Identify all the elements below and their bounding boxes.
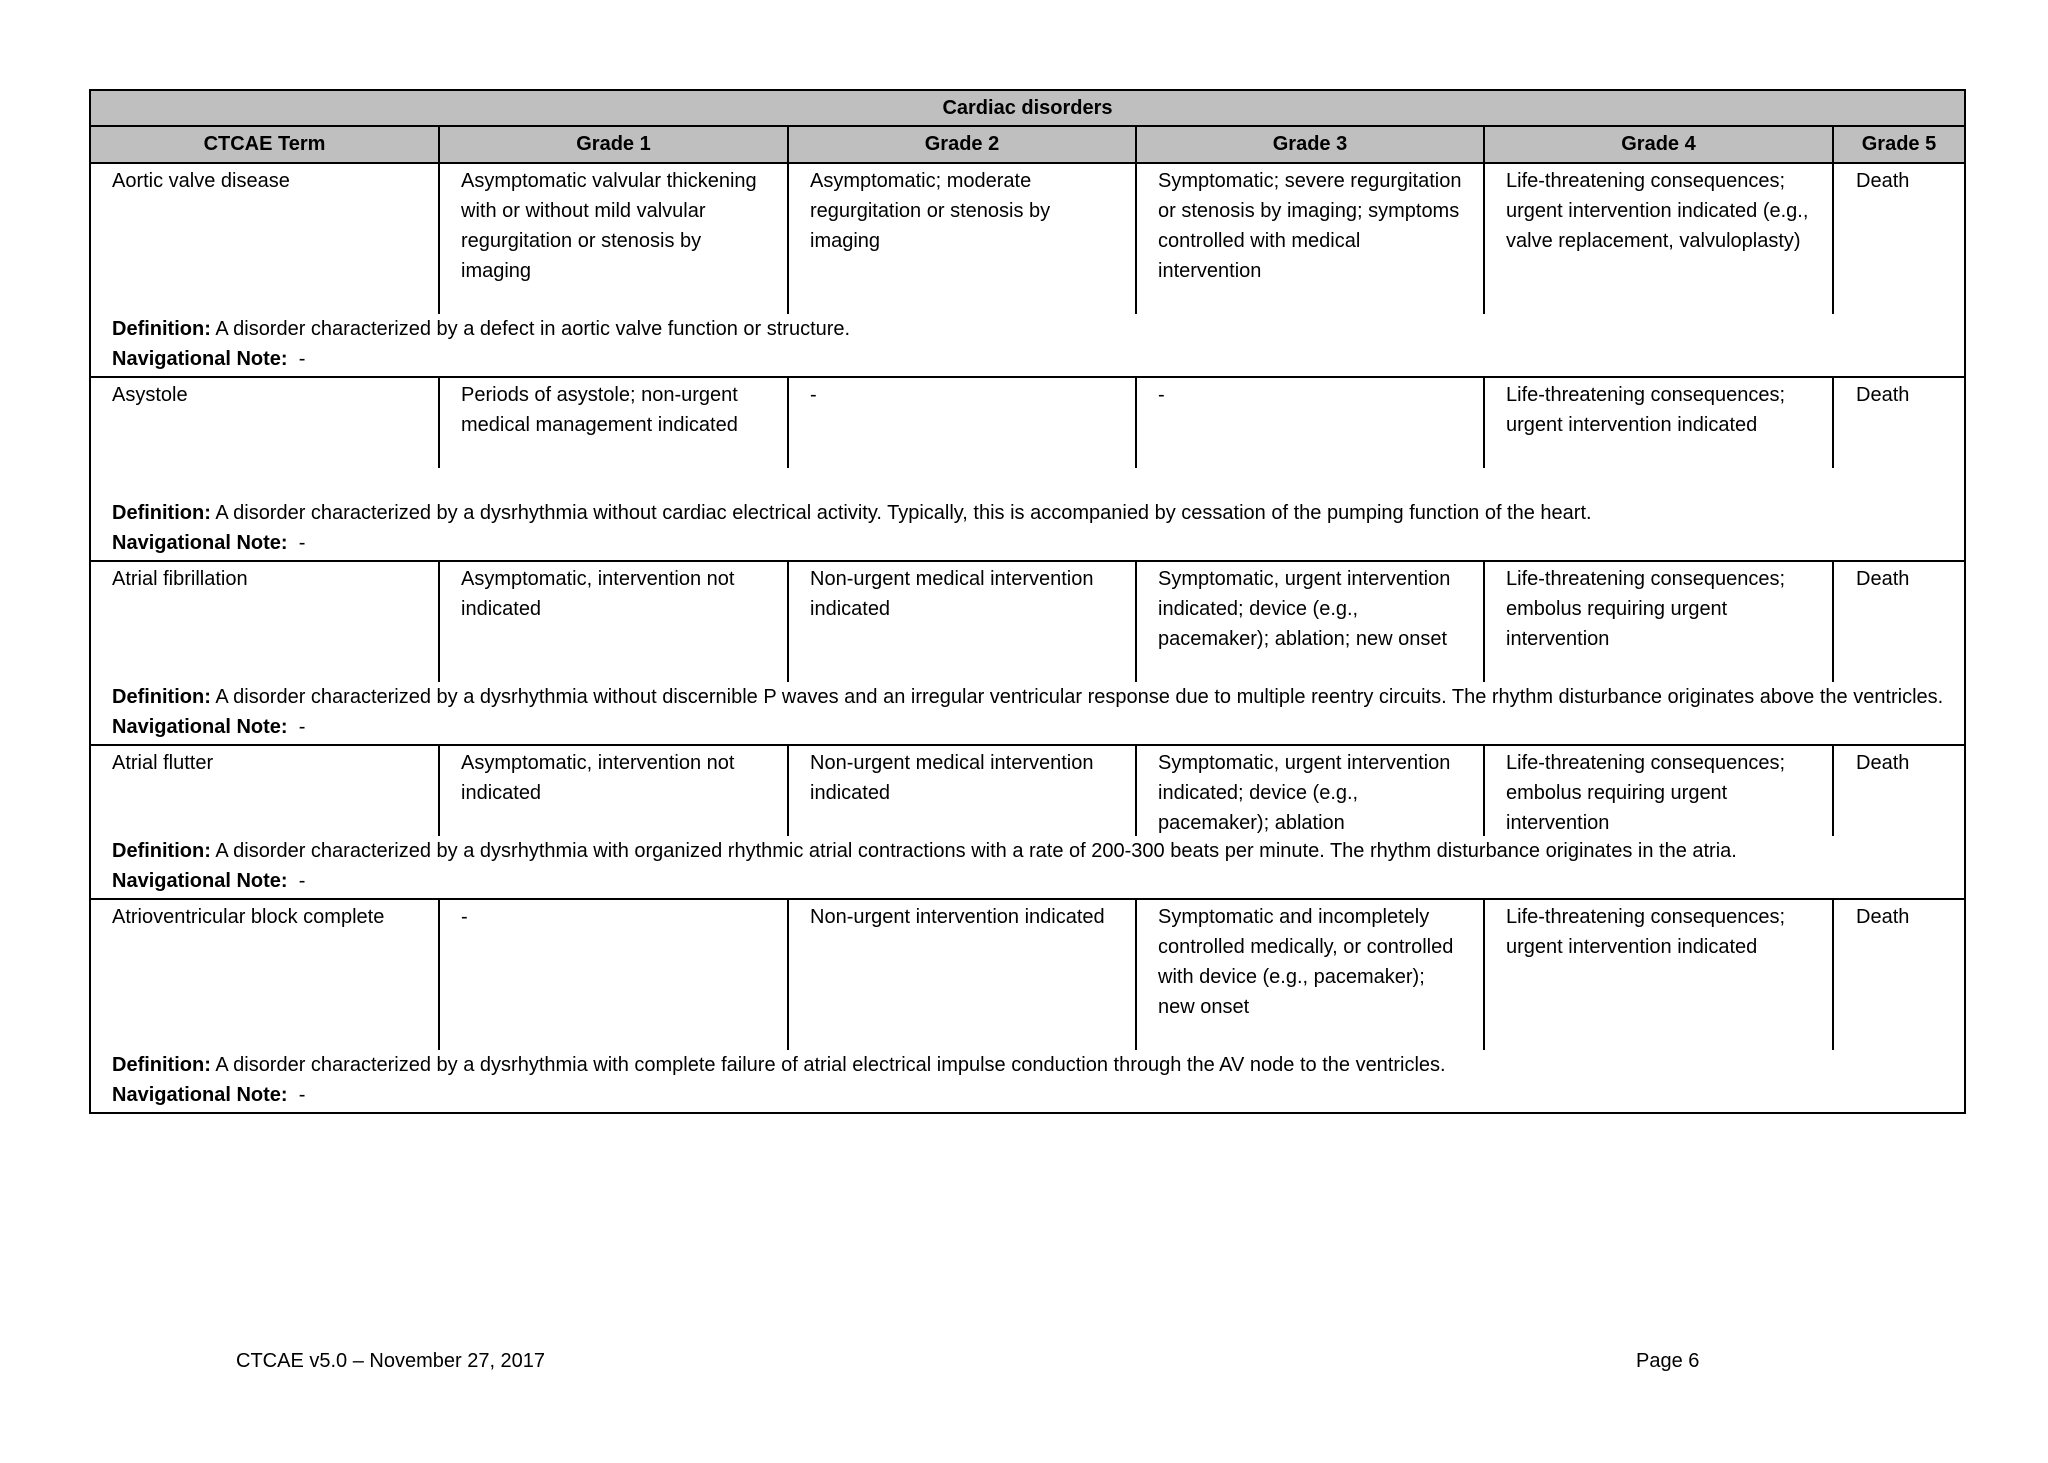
grade-2-cell: Non-urgent medical intervention indicated bbox=[789, 746, 1137, 836]
navigational-note-line bbox=[112, 528, 1944, 560]
definition-block bbox=[91, 1050, 1964, 1112]
term-cell: Asystole bbox=[91, 378, 440, 468]
navigational-note-line bbox=[112, 344, 1944, 376]
term-cell: Atrioventricular block complete bbox=[91, 900, 440, 1050]
grade-3-cell: Symptomatic and incompletely controlled medically, or controlled with device (e.g., pacemaker); new onset bbox=[1137, 900, 1485, 1050]
definition-line bbox=[112, 1050, 1944, 1080]
grade-5-cell: Death bbox=[1856, 752, 1910, 774]
definition-line bbox=[112, 682, 1944, 712]
header-ctcae-term: CTCAE Term bbox=[91, 127, 440, 162]
definition-block bbox=[91, 468, 1964, 560]
definition-label: Definition: bbox=[112, 318, 211, 340]
definition-line bbox=[112, 314, 1944, 344]
navigational-note-line bbox=[112, 712, 1944, 744]
grade-2-cell: Asymptomatic; moderate regurgitation or stenosis by imaging bbox=[789, 164, 1137, 314]
navigational-note-label: Navigational Note: bbox=[112, 1084, 288, 1106]
grade-row bbox=[91, 900, 1964, 1050]
term-cell: Aortic valve disease bbox=[91, 164, 440, 314]
header-grade-3: Grade 3 bbox=[1137, 127, 1485, 162]
header-grade-1: Grade 1 bbox=[440, 127, 789, 162]
definition-line bbox=[112, 498, 1944, 528]
grade-5-cell: Death bbox=[1856, 906, 1910, 928]
grade-1-cell: Asymptomatic, intervention not indicated bbox=[440, 746, 789, 836]
definition-text: A disorder characterized by a dysrhythmia without discernible P waves and an irregular ventricular response due to multiple reentry circuits. The rhythm disturbance originates above the ventricles. bbox=[215, 686, 1944, 708]
definition-text: A disorder characterized by a dysrhythmia without cardiac electrical activity. Typically, this is accompanied by cessation of the pumping function of the heart. bbox=[215, 502, 1592, 524]
definition-line bbox=[112, 836, 1944, 866]
cardiac-disorders-table bbox=[89, 89, 1966, 1114]
definition-block bbox=[91, 682, 1964, 744]
navigational-note-text: - bbox=[298, 532, 306, 554]
grade-3-cell: Symptomatic, urgent intervention indicated; device (e.g., pacemaker); ablation; new onset bbox=[1137, 562, 1485, 682]
grade-1-cell: - bbox=[440, 900, 789, 1050]
definition-label: Definition: bbox=[112, 1054, 211, 1076]
header-grade-5: Grade 5 bbox=[1861, 133, 1937, 155]
navigational-note-label: Navigational Note: bbox=[112, 870, 288, 892]
grade-row bbox=[91, 562, 1964, 682]
table-entry bbox=[91, 900, 1964, 1112]
navigational-note-line bbox=[112, 1080, 1944, 1112]
header-grade-4: Grade 4 bbox=[1485, 127, 1834, 162]
table-entry bbox=[91, 164, 1964, 378]
definition-block bbox=[91, 314, 1964, 376]
grade-3-cell: Symptomatic, urgent intervention indicated; device (e.g., pacemaker); ablation bbox=[1137, 746, 1485, 836]
navigational-note-label: Navigational Note: bbox=[112, 348, 288, 370]
navigational-note-label: Navigational Note: bbox=[112, 532, 288, 554]
navigational-note-label: Navigational Note: bbox=[112, 716, 288, 738]
grade-4-cell: Life-threatening consequences; urgent intervention indicated (e.g., valve replacement, valvuloplasty) bbox=[1485, 164, 1834, 314]
table-entry bbox=[91, 746, 1964, 900]
definition-text: A disorder characterized by a dysrhythmia with organized rhythmic atrial contractions with a rate of 200-300 beats per minute. The rhythm disturbance originates in the atria. bbox=[215, 840, 1737, 862]
grade-1-cell: Asymptomatic, intervention not indicated bbox=[440, 562, 789, 682]
definition-block bbox=[91, 836, 1964, 898]
term-cell: Atrial fibrillation bbox=[91, 562, 440, 682]
grade-3-cell: - bbox=[1137, 378, 1485, 468]
navigational-note-text: - bbox=[298, 1084, 306, 1106]
grade-4-cell: Life-threatening consequences; embolus requiring urgent intervention bbox=[1485, 562, 1834, 682]
definition-text: A disorder characterized by a defect in aortic valve function or structure. bbox=[215, 318, 851, 340]
definition-label: Definition: bbox=[112, 502, 211, 524]
term-cell: Atrial flutter bbox=[91, 746, 440, 836]
table-header-row bbox=[91, 127, 1964, 164]
grade-row bbox=[91, 746, 1964, 836]
section-title: Cardiac disorders bbox=[91, 91, 1964, 127]
table-entry bbox=[91, 562, 1964, 746]
definition-label: Definition: bbox=[112, 686, 211, 708]
grade-4-cell: Life-threatening consequences; urgent intervention indicated bbox=[1485, 378, 1834, 468]
grade-1-cell: Periods of asystole; non-urgent medical management indicated bbox=[440, 378, 789, 468]
grade-2-cell: Non-urgent intervention indicated bbox=[789, 900, 1137, 1050]
navigational-note-text: - bbox=[298, 716, 306, 738]
navigational-note-line bbox=[112, 866, 1944, 898]
table-entry bbox=[91, 378, 1964, 562]
grade-row bbox=[91, 378, 1964, 468]
grade-3-cell: Symptomatic; severe regurgitation or stenosis by imaging; symptoms controlled with medical intervention bbox=[1137, 164, 1485, 314]
grade-1-cell: Asymptomatic valvular thickening with or without mild valvular regurgitation or stenosis by imaging bbox=[440, 164, 789, 314]
grade-2-cell: - bbox=[789, 378, 1137, 468]
definition-text: A disorder characterized by a dysrhythmia with complete failure of atrial electrical impulse conduction through the AV node to the ventricles. bbox=[215, 1054, 1446, 1076]
navigational-note-text: - bbox=[298, 348, 306, 370]
grade-4-cell: Life-threatening consequences; embolus requiring urgent intervention bbox=[1485, 746, 1834, 836]
navigational-note-text: - bbox=[298, 870, 306, 892]
grade-5-cell: Death bbox=[1856, 170, 1910, 192]
footer-version-date: CTCAE v5.0 – November 27, 2017 bbox=[236, 1350, 546, 1372]
grade-5-cell: Death bbox=[1856, 384, 1910, 406]
grade-4-cell: Life-threatening consequences; urgent intervention indicated bbox=[1485, 900, 1834, 1050]
grade-2-cell: Non-urgent medical intervention indicated bbox=[789, 562, 1137, 682]
header-grade-2: Grade 2 bbox=[789, 127, 1137, 162]
footer-page-number: Page 6 bbox=[1636, 1350, 1700, 1372]
definition-label: Definition: bbox=[112, 840, 211, 862]
grade-5-cell: Death bbox=[1856, 568, 1910, 590]
grade-row bbox=[91, 164, 1964, 314]
